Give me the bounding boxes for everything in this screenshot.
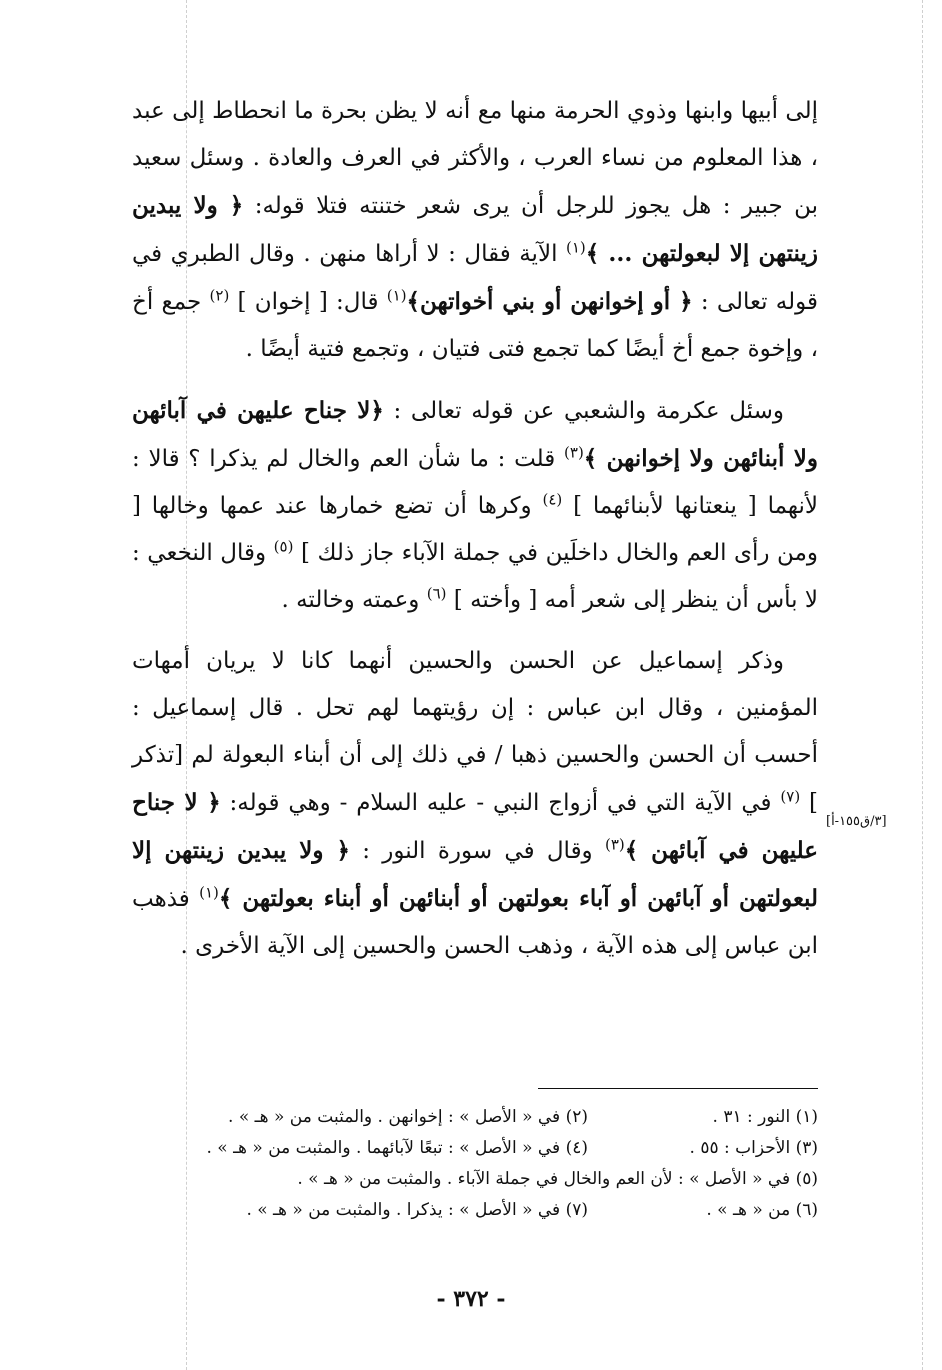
p2-text-3: وكرها أن تضع خمارها عند عمها وخالها [ ومن رأى العم والخال داخلَين في جملة الآباء جاز ذلك ] bbox=[132, 493, 818, 566]
footnote-separator bbox=[538, 1088, 818, 1089]
footnote-1: (١) النور : ٣١ . bbox=[712, 1107, 818, 1127]
paragraph-1 bbox=[132, 88, 818, 373]
p1-ref-2: (١) bbox=[386, 286, 407, 305]
footnote-7: (٧) في « الأصل » : يذكرا . والمثبت من « هـ » . bbox=[246, 1200, 588, 1220]
p2-text-1: وسئل عكرمة والشعبي عن قوله تعالى : bbox=[383, 398, 785, 424]
p3-quran-1: ﴿ لا جناح عليهن في آبائهن ﴾ bbox=[132, 789, 818, 864]
p1-text-2: الآية فقال : لا أراها منهن . وقال الطبري في قوله تعالى : bbox=[132, 241, 818, 315]
p1-quran-2: ﴿ أو إخوانهن أو بني أخواتهن﴾ bbox=[406, 288, 693, 315]
p3-ref-3: (١) bbox=[199, 883, 219, 902]
footnote-2: (٢) في « الأصل » : إخوانهن . والمثبت من « هـ » . bbox=[228, 1107, 588, 1127]
p2-ref-1: (٣) bbox=[564, 443, 584, 462]
p1-text-3: قال: [ إخوان ] bbox=[229, 289, 387, 315]
p1-text-4: جمع أخ ، وإخوة جمع أخ أيضًا كما تجمع فتى فتيان ، وتجمع فتية أيضًا . bbox=[132, 289, 818, 362]
p3-ref-1: (٧) bbox=[780, 787, 801, 806]
p2-ref-4: (٦) bbox=[426, 584, 447, 603]
manuscript-folio-marker: [٣/ق١٥٥-أ] bbox=[826, 814, 887, 829]
main-text bbox=[132, 88, 818, 970]
p1-ref-1: (١) bbox=[565, 238, 586, 257]
p2-text-5: وعمته وخالته . bbox=[281, 587, 427, 613]
page-number: - ٣٧٢ - bbox=[436, 1286, 506, 1312]
p2-ref-3: (٥) bbox=[273, 537, 294, 556]
p3-text-4: فذهب ابن عباس إلى هذه الآية ، وذهب الحسن والحسين إلى الآية الأخرى . bbox=[132, 886, 818, 959]
footnote-row bbox=[132, 1164, 818, 1195]
p2-ref-2: (٤) bbox=[542, 490, 563, 509]
paragraph-3 bbox=[132, 638, 818, 970]
p3-text-1: وذكر إسماعيل عن الحسن والحسين أنهما كانا لا يريان أمهات المؤمنين ، وقال ابن عباس : إن رؤيتهما لهم تحل . قال إسماعيل : أحسب أن الحسن والحسين ذهبا / في ذلك إلى أن أبناء البعولة لم [تذكر ] bbox=[132, 648, 818, 816]
p1-ref-3: (٢) bbox=[209, 286, 230, 305]
scan-edge-right bbox=[922, 0, 923, 1370]
p3-text-2: في الآية التي في أزواج النبي - عليه السلام - وهي قوله: bbox=[220, 790, 781, 816]
p1-text-1: إلى أبيها وابنها وذوي الحرمة منها مع أنه لا يظن بحرة ما انحطاط إلى عبد ، هذا المعلوم من نساء العرب ، والأكثر في العرف والعادة . وسئل سعيد بن جبير : هل يجوز للرجل أن يرى شعر ختنته فتلا قوله: bbox=[132, 98, 818, 219]
footnote-row bbox=[132, 1133, 818, 1164]
footnotes bbox=[132, 1102, 818, 1226]
footnote-6: (٦) من « هـ » . bbox=[706, 1200, 818, 1220]
p2-text-4: وقال النخعي : لا بأس أن ينظر إلى شعر أمه [ وأخته ] bbox=[132, 540, 818, 613]
p3-ref-2: (٣) bbox=[604, 835, 625, 854]
footnote-4: (٤) في « الأصل » : تبعًا لآبائهما . والمثبت من « هـ » . bbox=[206, 1138, 588, 1158]
footnote-row bbox=[132, 1102, 818, 1133]
footnote-row bbox=[132, 1195, 818, 1226]
footnote-5: (٥) في « الأصل » : لأن العم والخال في جملة الآباء . والمثبت من « هـ » . bbox=[297, 1169, 818, 1189]
paragraph-2 bbox=[132, 387, 818, 624]
p1-quran-1: ﴿ ولا يبدين زينتهن إلا لبعولتهن ... ﴾ bbox=[132, 192, 818, 267]
p2-text-2: قلت : ما شأن العم والخال لم يذكرا ؟ قالا : لأنهما [ ينعتانها لأبنائهما ] bbox=[132, 446, 818, 519]
footnote-3: (٣) الأحزاب : ٥٥ . bbox=[689, 1138, 818, 1158]
p3-text-3: وقال في سورة النور : bbox=[349, 838, 605, 864]
p3-quran-2: ﴿ ولا يبدين زينتهن إلا لبعولتهن أو آبائهن أو آباء بعولتهن أو أبنائهن أو أبناء بعولتهن ﴾ bbox=[132, 837, 818, 912]
p2-quran-1: ﴿لا جناح عليهن في آبائهن ولا أبنائهن ولا إخوانهن ﴾ bbox=[132, 397, 818, 472]
